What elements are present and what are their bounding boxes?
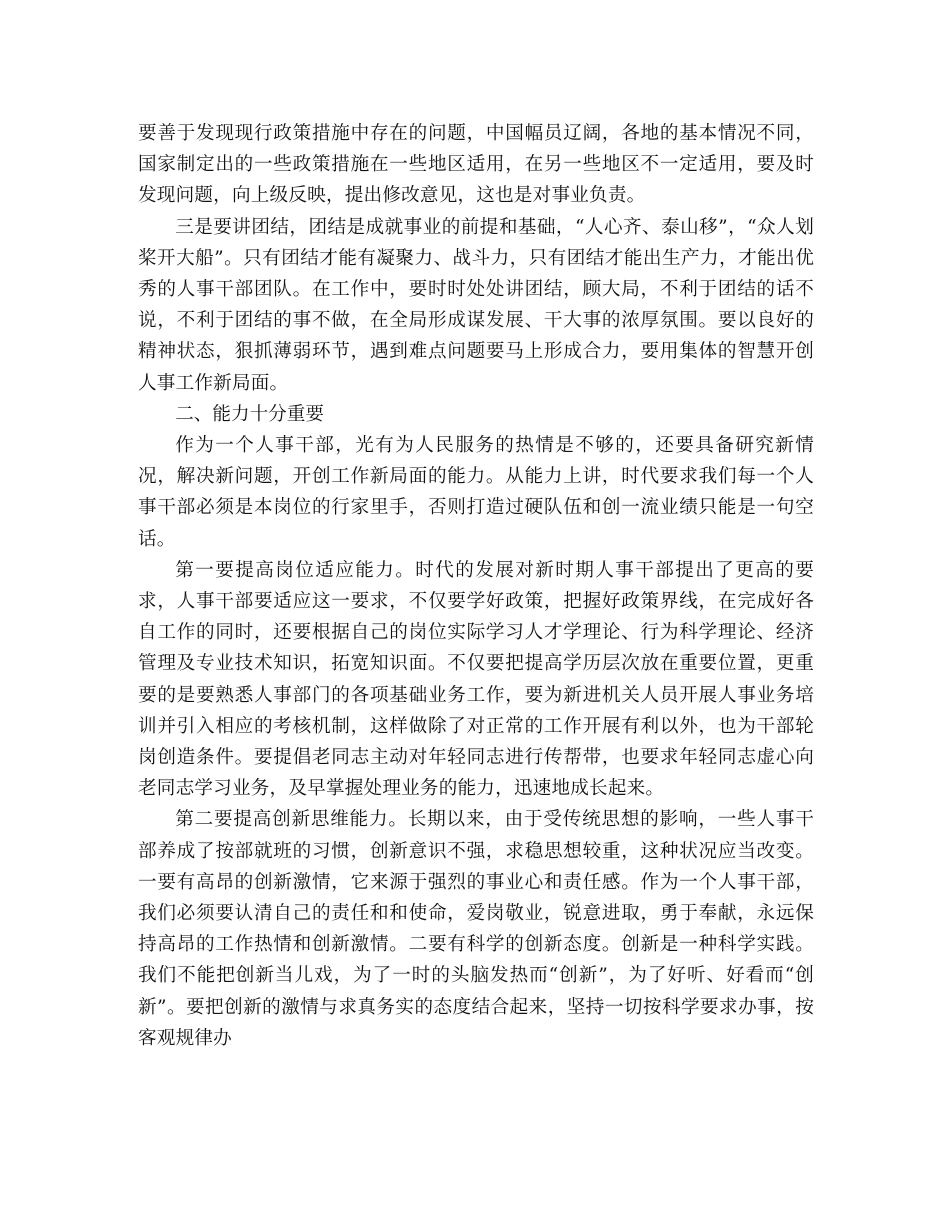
paragraph-innovative-thinking: 第二要提高创新思维能力。长期以来，由于受传统思想的影响，一些人事干部养成了按部就班的习惯，创新意识不强，求稳思想较重，这种状况应当改变。一要有高昂的创新激情，它来源于强烈的事业心和责任感。作为一个人事干部，我们必须要认清自己的责任和和使命，爱岗敬业，锐意进取，勇于奉献，永远保持高昂的工作热情和创新激情。二要有科学的创新态度。创新是一种科学实践。我们不能把创新当儿戏，为了一时的头脑发热而“创新”，为了好听、好看而“创新”。要把创新的激情与求真务实的态度结合起来，坚持一切按科学要求办事，按客观规律办: [138, 809, 814, 1049]
section-heading-ability: 二、能力十分重要: [175, 403, 324, 425]
paragraph-post-adaptability: 第一要提高岗位适应能力。时代的发展对新时期人事干部提出了更高的要求，人事干部要适应这一要求，不仅要学好政策，把握好政策界线，在完成好各自工作的同时，还要根据自己的岗位实际学习人才学理论、行为科学理论、经济管理及专业技术知识，拓宽知识面。不仅要把提高学历层次放在重要位置，更重要的是要熟悉人事部门的各项基础业务工作，要为新进机关人员开展人事业务培训并引入相应的考核机制，这样做除了对正常的工作开展有利以外，也为干部轮岗创造条件。要提倡老同志主动对年轻同志进行传帮带，也要求年轻同志虚心向老同志学习业务，及早掌握处理业务的能力，迅速地成长起来。: [138, 559, 814, 800]
paragraph-unity: 三是要讲团结，团结是成就事业的前提和基础，“人心齐、泰山移”，“众人划桨开大船”。只有团结才能有凝聚力、战斗力，只有团结才能出生产力，才能出优秀的人事干部团队。在工作中，要时时处处讲团结，顾大局，不利于团结的话不说，不利于团结的事不做，在全局形成谋发展、干大事的浓厚氛围。要以良好的精神状态，狠抓薄弱环节，遇到难点问题要马上形成合力，要用集体的智慧开创人事工作新局面。: [138, 216, 814, 394]
document-body: [138, 118, 814, 1054]
paragraph-continuation: 要善于发现现行政策措施中存在的问题，中国幅员辽阔，各地的基本情况不同，国家制定出的一些政策措施在一些地区适用，在另一些地区不一定适用，要及时发现问题，向上级反映，提出修改意见，这也是对事业负责。: [138, 123, 814, 207]
paragraph-ability-intro: 作为一个人事干部，光有为人民服务的热情是不够的，还要具备研究新情况，解决新问题，开创工作新局面的能力。从能力上讲，时代要求我们每一个人事干部必须是本岗位的行家里手，否则打造过硬队伍和创一流业绩只能是一句空话。: [138, 435, 814, 550]
